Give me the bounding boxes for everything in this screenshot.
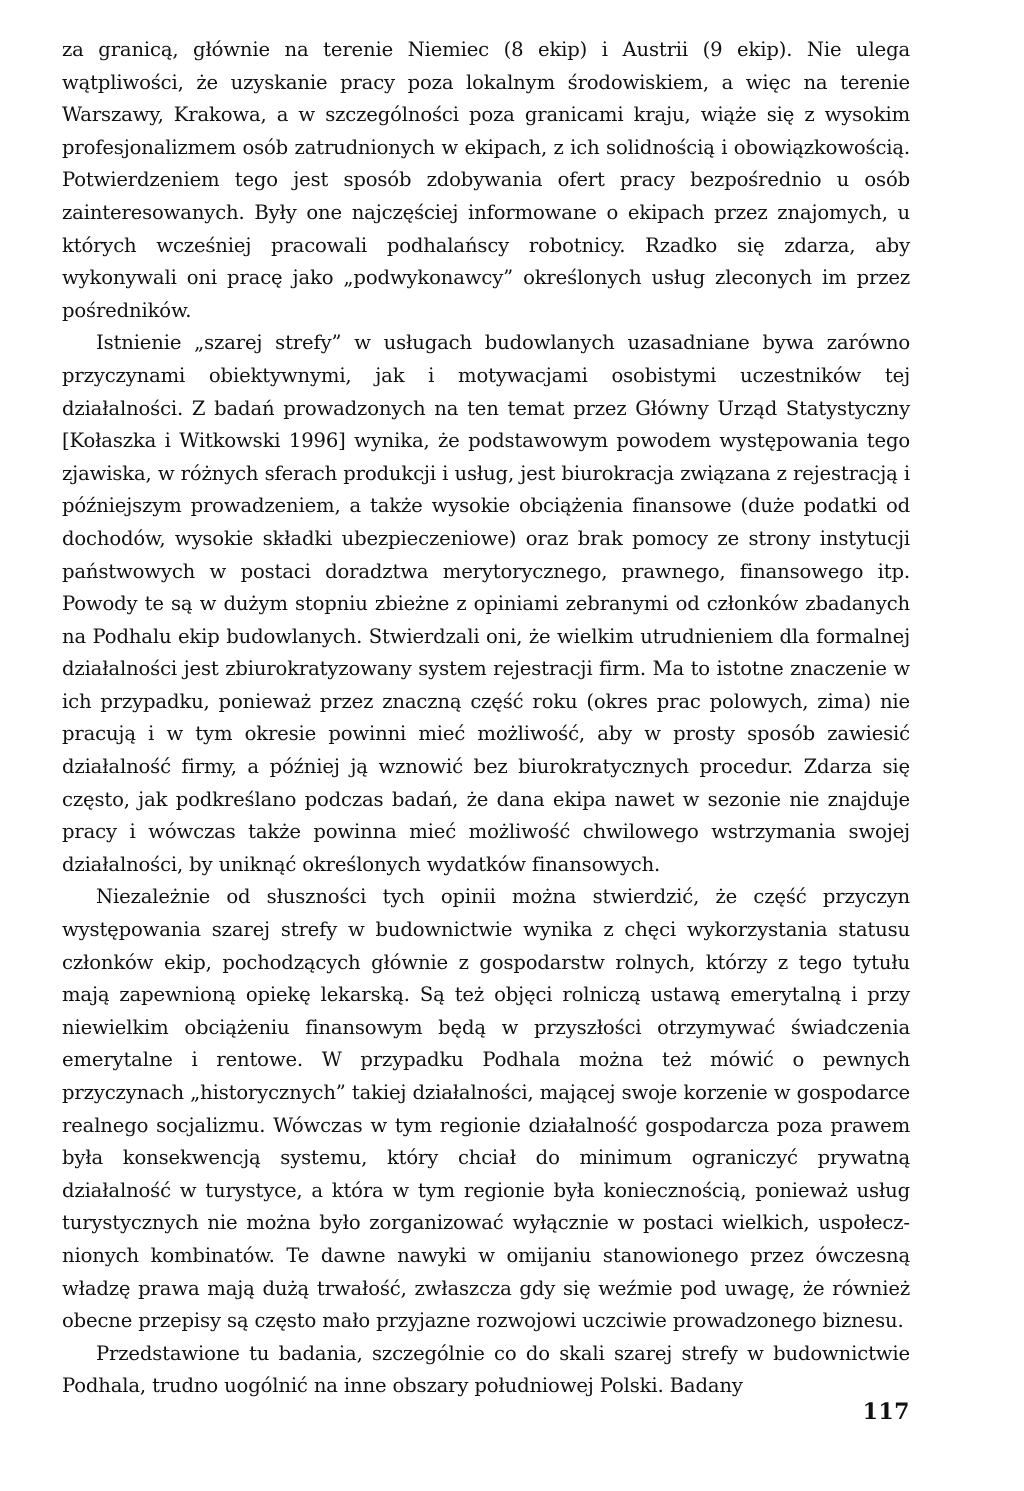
paragraph-research-scope: Przedstawione tu badania, szczególnie co do skali szarej strefy w budownictwie Podhala, trudno uogólnić na inne obszary południowej Polski. Badany <box>62 1341 910 1398</box>
page-number: 117 <box>862 1399 910 1425</box>
paragraph-grey-zone-reasons: Istnienie „szarej strefy” w usługach budowlanych uzasadniane bywa zarówno przyczynami obiektywnymi, jak i motywacjami osobistymi uczestników tej działalności. Z badań prowadzonych na ten temat przez Główny Urząd Statystyczny [Kołaszka i Witkowski 1996] wynika, że podstawowym powodem występowania tego zjawiska, w różnych sferach produkcji i usług, jest biurokracja związana z rejestracją i późniejszym prowadzeniem, a także wysokie obciążenia finansowe (duże podatki od dochodów, wysokie składki ubezpieczeniowe) oraz brak pomocy ze strony instytucji państwowych w postaci doradztwa merytorycznego, prawnego, finansowego itp. Powody te są w dużym stopniu zbieżne z opiniami zebranymi od członków zbadanych na Podhalu ekip budowlanych. Stwierdzali oni, że wielkim utrudnieniem dla formalnej działalności jest zbiurokratyzowany system rejestracji firm. Ma to istotne znaczenie w ich przypadku, ponieważ przez znaczną część roku (okres prac polowych, zima) nie pracują i w tym okresie powinni mieć możliwość, aby w prosty sposób zawiesić działalność firmy, a później ją wznowić bez biurokratycznych procedur. Zdarza się często, jak podkreślano podczas badań, że dana ekipa nawet w sezonie nie znajduje pracy i wówczas także powinna mieć możliwość chwilowego wstrzymania swojej działalności, by uniknąć określonych wydatków finansowych. <box>62 331 910 876</box>
paragraph-historical-causes: Niezależnie od słuszności tych opinii można stwierdzić, że część przyczyn występowania szarej strefy w budownictwie wynika z chęci wykorzystania statusu członków ekip, pochodzących głównie z gospodarstw rolnych, którzy z tego tytułu mają zapewnioną opiekę lekarską. Są też objęci rolniczą ustawą emerytalną i przy niewielkim obciążeniu finansowym będą w przyszłości otrzymywać świadczenia emerytalne i rentowe. W przypadku Podhala można też mówić o pewnych przyczynach „historycznych” takiej działalności, mającej swoje korzenie w gospodarce realnego socjalizmu. Wówczas w tym regionie działalność gospodarcza poza prawem była konsekwencją systemu, który chciał do minimum ograniczyć prywatną działalność w turystyce, a która w tym regionie była koniecznością, ponieważ usług turystycznych nie można było zorganizować wyłącznie w postaci wielkich, uspołecznionych kombinatów. Te dawne nawyki w omijaniu stanowionego przez ówczesną władzę prawa mają dużą trwałość, zwłaszcza gdy się weźmie pod uwagę, że również obecne przepisy są często mało przyjazne rozwojowi uczciwie prowadzonego biznesu. <box>62 885 910 1333</box>
book-page <box>62 34 910 1474</box>
paragraph-continuation: za granicą, głównie na terenie Niemiec (8 ekip) i Austrii (9 ekip). Nie ulega wątpliwości, że uzyskanie pracy poza lokalnym środowiskiem, a więc na terenie Warszawy, Krakowa, a w szczególności poza granicami kraju, wiąże się z wysokim profesjonalizmem osób zatrudnionych w ekipach, z ich solidnością i obowiązkowością. Potwierdzeniem tego jest sposób zdobywania ofert pracy bezpośrednio u osób zainteresowanych. Były one najczęściej informowane o ekipach przez znajomych, u których wcześniej pracowali podhalańscy robotnicy. Rzadko się zdarza, aby wykonywali oni pracę jako „podwykonawcy” określonych usług zleconych im przez pośredników. <box>62 38 910 322</box>
